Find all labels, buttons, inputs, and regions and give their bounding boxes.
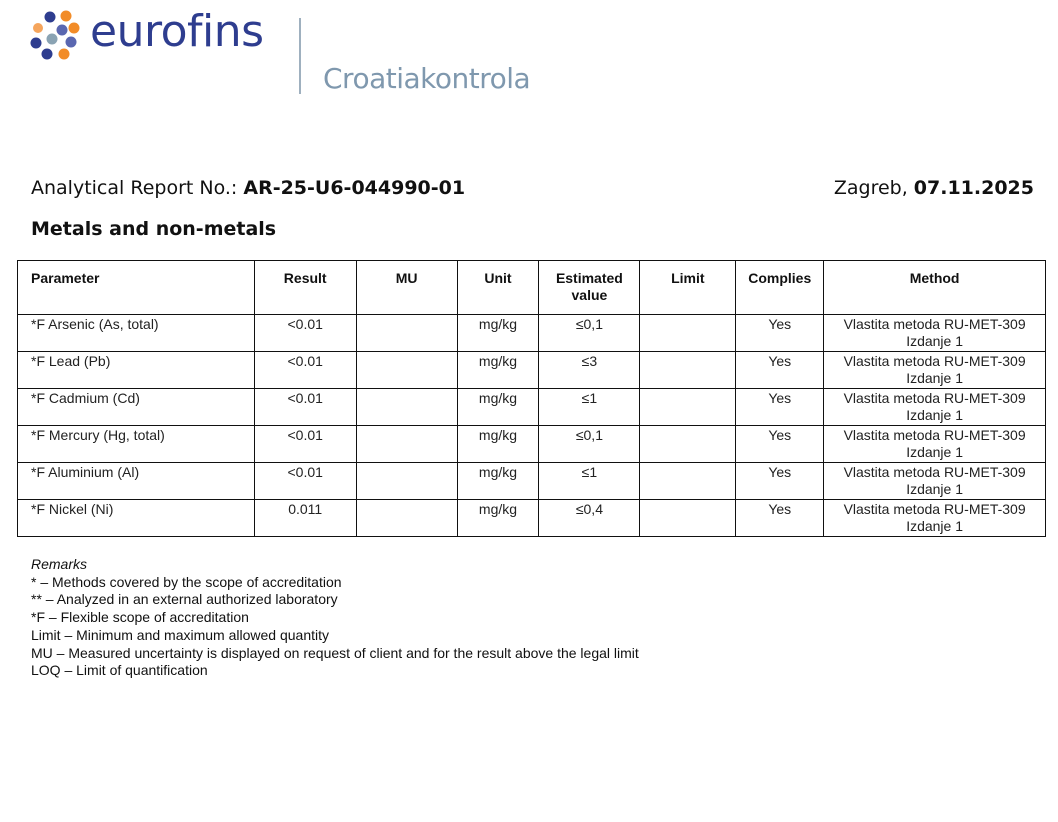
remark-item: * – Methods covered by the scope of accreditation [31,573,342,590]
method-edition: Izdanje 1 [906,444,964,460]
cell-method [824,315,1046,352]
table-row [18,500,1046,537]
cell-parameter: *F Mercury (Hg, total) [18,426,255,463]
method-line: Vlastita metoda RU-MET-309 [843,464,1026,480]
cell-mu [356,426,457,463]
remarks-title: Remarks [31,556,88,572]
header-unit: Unit [457,261,539,315]
table-row [18,389,1046,426]
method-line: Vlastita metoda RU-MET-309 [843,353,1026,369]
cell-complies: Yes [736,389,824,426]
table-row [18,426,1046,463]
header-estimated-value: Estimated value [539,261,640,315]
cell-parameter: *F Nickel (Ni) [18,500,255,537]
method-line: Vlastita metoda RU-MET-309 [843,390,1026,406]
cell-limit [640,426,736,463]
cell-mu [356,500,457,537]
cell-limit [640,463,736,500]
header-complies: Complies [736,261,824,315]
report-date-line [834,177,1034,199]
cell-method [824,426,1046,463]
cell-estimated: ≤0,4 [539,500,640,537]
cell-result: <0.01 [254,463,356,500]
cell-estimated: ≤1 [539,389,640,426]
cell-parameter: *F Lead (Pb) [18,352,255,389]
report-number: AR-25-U6-044990-01 [243,177,466,199]
method-edition: Izdanje 1 [906,370,964,386]
cell-result: <0.01 [254,315,356,352]
cell-limit [640,500,736,537]
cell-method [824,352,1046,389]
header-mu: MU [356,261,457,315]
eurofins-molecule-icon [30,8,86,64]
method-edition: Izdanje 1 [906,518,964,534]
logo-subtitle: Croatiakontrola [323,62,531,95]
cell-method [824,500,1046,537]
method-edition: Izdanje 1 [906,481,964,497]
cell-complies: Yes [736,426,824,463]
cell-parameter: *F Aluminium (Al) [18,463,255,500]
remark-item: LOQ – Limit of quantification [31,662,208,679]
cell-estimated: ≤1 [539,463,640,500]
cell-unit: mg/kg [457,315,539,352]
header-result: Result [254,261,356,315]
cell-mu [356,352,457,389]
results-table [17,260,1046,537]
cell-limit [640,389,736,426]
remark-item: ** – Analyzed in an external authorized laboratory [31,591,338,608]
cell-complies: Yes [736,500,824,537]
remark-item: MU – Measured uncertainty is displayed on request of client and for the result above the legal limit [31,644,639,661]
table-row [18,463,1046,500]
report-city: Zagreb, [833,177,914,199]
cell-unit: mg/kg [457,389,539,426]
table-row [18,352,1046,389]
cell-limit [640,315,736,352]
method-line: Vlastita metoda RU-MET-309 [843,427,1026,443]
cell-parameter: *F Cadmium (Cd) [18,389,255,426]
cell-estimated: ≤3 [539,352,640,389]
cell-complies: Yes [736,463,824,500]
cell-result: <0.01 [254,389,356,426]
cell-unit: mg/kg [457,463,539,500]
header-parameter: Parameter [18,261,255,315]
cell-estimated: ≤0,1 [539,315,640,352]
logo-divider [299,18,301,94]
cell-limit [640,352,736,389]
logo-wordmark: eurofins [90,6,264,57]
cell-unit: mg/kg [457,426,539,463]
method-line: Vlastita metoda RU-MET-309 [843,316,1026,332]
remark-item: *F – Flexible scope of accreditation [31,609,249,626]
report-date: 07.11.2025 [913,177,1034,199]
cell-unit: mg/kg [457,352,539,389]
cell-parameter: *F Arsenic (As, total) [18,315,255,352]
cell-result: <0.01 [254,426,356,463]
cell-complies: Yes [736,315,824,352]
cell-complies: Yes [736,352,824,389]
table-header-row [18,261,1046,315]
section-title: Metals and non-metals [31,218,277,240]
header-method: Method [824,261,1046,315]
method-edition: Izdanje 1 [906,407,964,423]
remarks-section [31,556,639,680]
method-edition: Izdanje 1 [906,333,964,349]
cell-result: 0.011 [254,500,356,537]
cell-mu [356,315,457,352]
method-line: Vlastita metoda RU-MET-309 [843,501,1026,517]
cell-mu [356,389,457,426]
cell-unit: mg/kg [457,500,539,537]
table-row [18,315,1046,352]
cell-method [824,463,1046,500]
report-number-line [31,177,465,199]
header-limit: Limit [640,261,736,315]
report-label: Analytical Report No.: [31,177,244,199]
cell-mu [356,463,457,500]
remark-item: Limit – Minimum and maximum allowed quantity [31,626,329,643]
cell-method [824,389,1046,426]
cell-estimated: ≤0,1 [539,426,640,463]
cell-result: <0.01 [254,352,356,389]
